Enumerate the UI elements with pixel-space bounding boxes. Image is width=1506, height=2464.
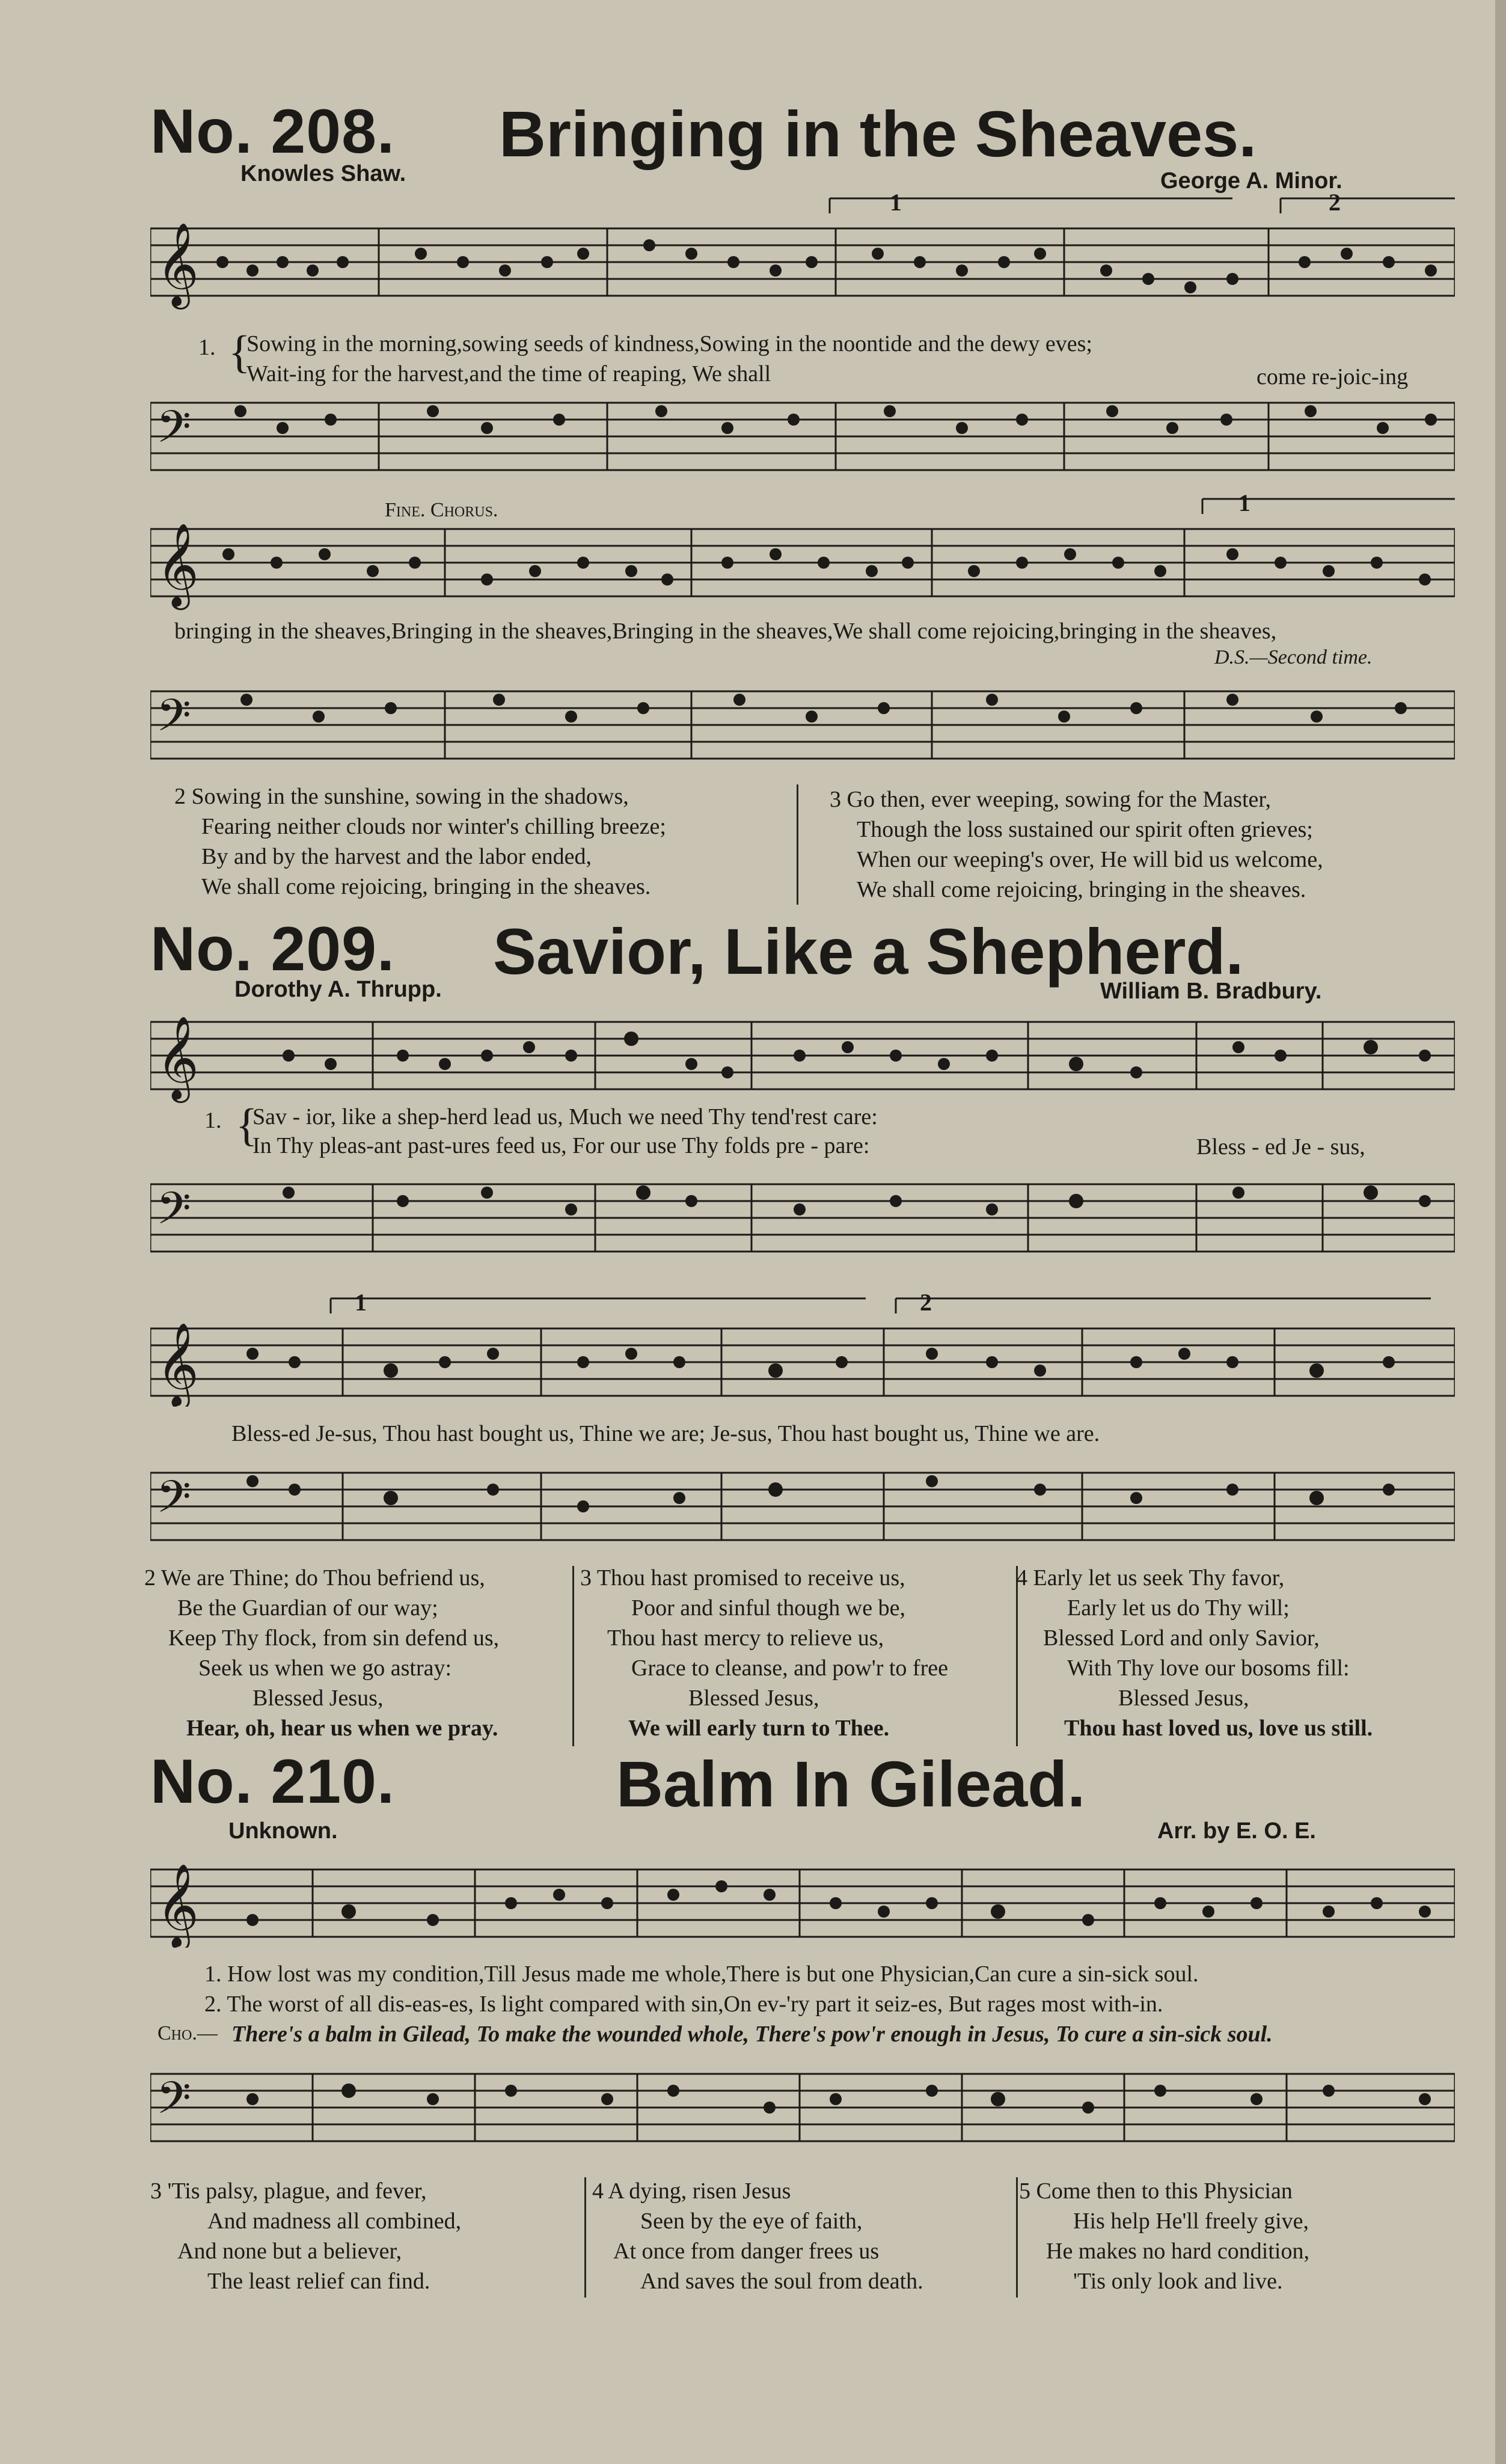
verse-line: We shall come rejoicing, bringing in the sheaves. [857,877,1306,902]
verse-line: By and by the harvest and the labor ended, [201,844,592,869]
verse-line: Though the loss sustained our spirit often grieves; [857,817,1313,842]
verse-line: Blessed Jesus, [253,1686,384,1711]
ds-label: D.S.—Second time. [1214,646,1373,668]
verse-brace: { [228,327,251,378]
staff-lines [150,1455,1455,1551]
staff-lines [150,1286,1455,1407]
page-edge [1495,0,1506,2464]
chorus-label: Cho.— [158,2022,218,2044]
verse-line: He makes no hard condition, [1046,2239,1309,2264]
svg-text:2: 2 [1329,189,1341,216]
verse-line: Thou hast loved us, love us still. [1064,1716,1373,1741]
svg-text:𝄢: 𝄢 [156,2074,191,2134]
staff-lines [150,673,1455,769]
staff-lines [150,493,1455,619]
verse-3 [150,2176,461,2296]
lyric-line: Sowing in the morning,sowing seeds of kindness,Sowing in the noontide and the dewy eves; [246,331,1092,356]
svg-text:𝄞: 𝄞 [156,1865,199,1945]
chorus-lyric-line: There's a balm in Gilead, To make the wounded whole, There's pow'r enough in Jesus, To cure a sin-sick soul. [231,2022,1273,2047]
svg-text:𝄞: 𝄞 [156,525,199,605]
verse-line: We shall come rejoicing, bringing in the sheaves. [201,874,651,899]
verse-line: Seen by the eye of faith, [640,2209,863,2234]
hymn-number: No. 208. [150,97,395,167]
svg-text:1: 1 [355,1289,367,1316]
verse-line: Fearing neither clouds nor winter's chilling breeze; [201,814,666,839]
music-staff-bass [150,1160,1455,1256]
svg-text:𝄞: 𝄞 [156,1324,199,1404]
composer-credit: Arr. by E. O. E. [1157,1818,1316,1844]
verse-line: 3 'Tis palsy, plague, and fever, [150,2178,427,2204]
staff-lines [150,385,1455,481]
verse-4 [1016,1563,1373,1743]
staff-lines [150,1845,1455,1948]
verse-line: Early let us do Thy will; [1067,1595,1290,1621]
lyric-line: In Thy pleas-ant past-ures feed us, For our use Thy folds pre - pare: [253,1133,870,1158]
svg-text:𝄢: 𝄢 [156,1185,191,1244]
verse-line: 4 Early let us seek Thy favor, [1016,1565,1285,1591]
lyric-line: Sav - ior, like a shep-herd lead us, Much we need Thy tend'rest care: [253,1104,878,1130]
verse-line: Be the Guardian of our way; [177,1595,438,1621]
music-staff-treble [150,493,1455,619]
chorus-lyric-line: Bless-ed Je-sus, Thou hast bought us, Thine we are; Je-sus, Thou hast bought us, Thine we are. [231,1421,1100,1446]
lyric-line: Wait-ing for the harvest,and the time of reaping, We shall [246,361,771,387]
verse-line: And saves the soul from death. [640,2269,923,2294]
verse-line: 'Tis only look and live. [1073,2269,1283,2294]
verse-5 [1019,2176,1309,2296]
verse-2 [144,1563,499,1743]
composer-credit: George A. Minor. [1160,168,1342,194]
author-credit: Knowles Shaw. [240,161,406,186]
verse-line: 3 Thou hast promised to receive us, [580,1565,905,1591]
verse-line: 2 Sowing in the sunshine, sowing in the shadows, [174,784,629,809]
verse-line: His help He'll freely give, [1073,2209,1309,2234]
verse-line: Thou hast mercy to relieve us, [607,1625,884,1651]
verse-line: Keep Thy flock, from sin defend us, [168,1625,500,1651]
verse-divider [584,2177,586,2297]
music-staff-treble [150,1845,1455,1948]
verse-divider [797,784,798,905]
author-credit: Dorothy A. Thrupp. [234,977,442,1002]
verse-line: 5 Come then to this Physician [1019,2178,1293,2204]
hymn-number: No. 210. [150,1747,395,1817]
svg-text:𝄢: 𝄢 [156,1473,191,1533]
author-credit: Unknown. [228,1818,338,1844]
svg-text:𝄞: 𝄞 [156,224,199,304]
verse-3 [580,1563,948,1743]
verse-3 [830,784,1323,905]
verse-line: At once from danger frees us [613,2239,880,2264]
music-staff-bass [150,2050,1455,2146]
staff-lines [150,992,1455,1106]
music-staff-bass [150,673,1455,769]
verse-line: Hear, oh, hear us when we pray. [186,1716,498,1741]
verse-divider [1016,2177,1018,2297]
verse-line: 4 A dying, risen Jesus [592,2178,791,2204]
verse-divider [572,1566,574,1746]
svg-text:1: 1 [890,189,902,216]
staff-lines [150,1160,1455,1256]
verse-line: Blessed Lord and only Savior, [1043,1625,1320,1651]
lyric-line: come re-joic-ing [1257,364,1409,390]
verse-line: Grace to cleanse, and pow'r to free [631,1655,948,1681]
staff-lines [150,2050,1455,2146]
fine-chorus-label: Fine. Chorus. [385,499,498,521]
verse-line: When our weeping's over, He will bid us welcome, [857,847,1323,872]
svg-text:𝄢: 𝄢 [156,403,191,463]
verse-line: Blessed Jesus, [1118,1686,1249,1711]
verse-line: Seek us when we go astray: [198,1655,452,1681]
music-staff-treble [150,1286,1455,1407]
lyric-line: 1. How lost was my condition,Till Jesus made me whole,There is but one Physician,Can cure a sin-sick soul. [204,1961,1199,1987]
verse-2 [174,781,666,902]
verse-line: And none but a believer, [177,2239,402,2264]
lyric-line: 2. The worst of all dis-eas-es, Is light compared with sin,On ev-'ry part it seiz-es, But rages most with-in. [204,1992,1163,2017]
chorus-lyric-line: bringing in the sheaves,Bringing in the sheaves,Bringing in the sheaves,We shall come rejoicing,bringing in the sheaves, [174,619,1277,644]
svg-text:1: 1 [1238,493,1250,516]
verse-line: We will early turn to Thee. [628,1716,890,1741]
hymn-title: Balm In Gilead. [616,1747,1086,1820]
composer-credit: William B. Bradbury. [1100,979,1322,1004]
verse-line: With Thy love our bosoms fill: [1067,1655,1350,1681]
verse-4 [592,2176,923,2296]
svg-text:2: 2 [920,1289,932,1316]
verse-marker: 1. [204,1108,222,1133]
verse-line: And madness all combined, [207,2209,462,2234]
verse-line: 3 Go then, ever weeping, sowing for the Master, [830,787,1272,812]
music-staff-treble [150,992,1455,1106]
staff-lines [150,186,1455,331]
lyric-line: Bless - ed Je - sus, [1196,1134,1365,1160]
verse-line: The least relief can find. [207,2269,430,2294]
svg-text:𝄢: 𝄢 [156,692,191,751]
verse-brace: { [236,1100,258,1151]
verse-line: Blessed Jesus, [688,1686,819,1711]
hymn-title: Savior, Like a Shepherd. [493,915,1244,988]
music-staff-bass [150,1455,1455,1551]
verse-line: 2 We are Thine; do Thou befriend us, [144,1565,485,1591]
music-staff-treble [150,186,1455,331]
music-staff-bass [150,385,1455,481]
svg-text:𝄞: 𝄞 [156,1018,199,1098]
hymn-210-header [150,1746,1467,1830]
verse-line: Poor and sinful though we be, [631,1595,905,1621]
verse-marker: 1. [198,335,216,360]
hymn-title: Bringing in the Sheaves. [499,97,1257,170]
hymn-number: No. 209. [150,914,395,984]
